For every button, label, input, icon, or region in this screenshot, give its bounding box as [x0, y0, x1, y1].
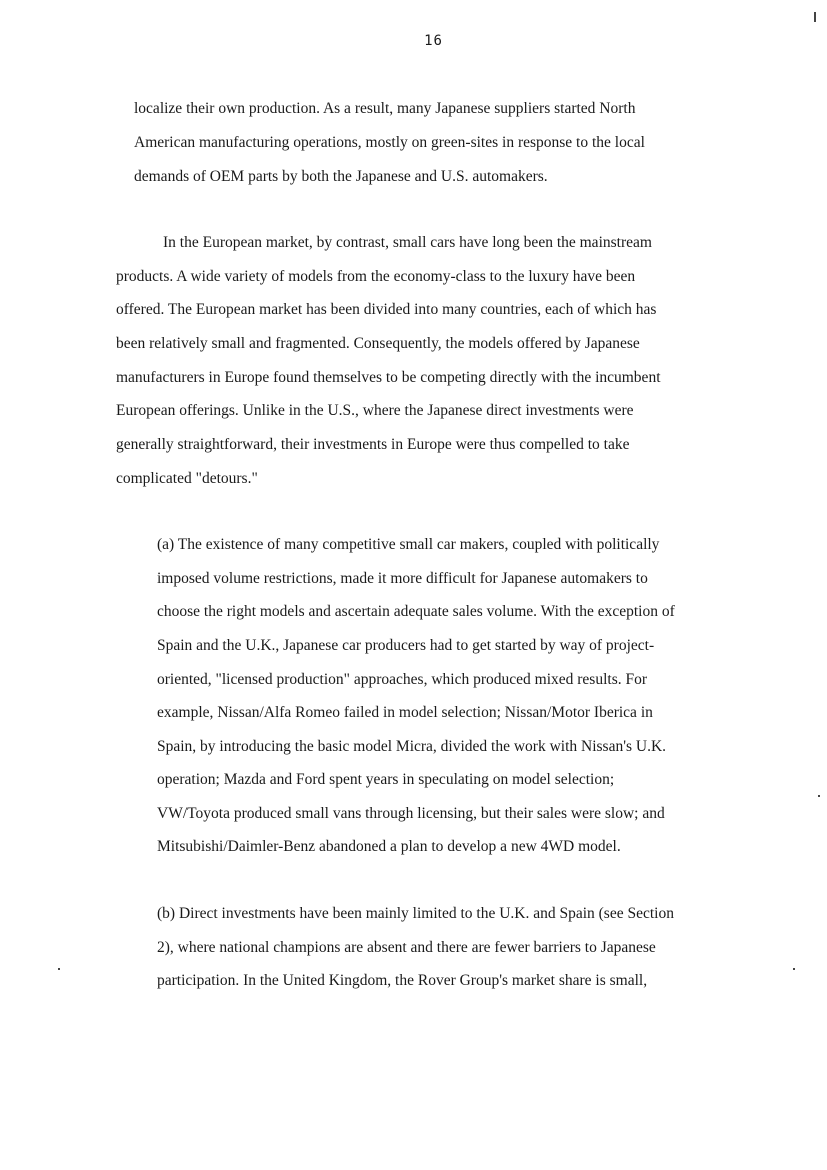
paragraph-line: manufacturers in Europe found themselves to be competing directly with the incumbent [116, 369, 661, 386]
paragraph-line: In the European market, by contrast, small cars have long been the mainstream [163, 234, 652, 251]
list-item-line: Spain and the U.K., Japanese car producers had to get started by way of project- [157, 637, 655, 654]
paragraph-line: been relatively small and fragmented. Consequently, the models offered by Japanese [116, 335, 640, 352]
list-item-line: operation; Mazda and Ford spent years in speculating on model selection; [157, 771, 615, 788]
list-item-line: (a) The existence of many competitive small car makers, coupled with politically [157, 536, 660, 553]
scan-speck [818, 795, 820, 797]
list-item-line: VW/Toyota produced small vans through licensing, but their sales were slow; and [157, 805, 665, 822]
list-item-line: participation. In the United Kingdom, the Rover Group's market share is small, [157, 972, 648, 989]
list-item-line: 2), where national champions are absent and there are fewer barriers to Japanese [157, 939, 656, 956]
list-item-line: Mitsubishi/Daimler-Benz abandoned a plan to develop a new 4WD model. [157, 838, 621, 855]
paragraph-line: American manufacturing operations, mostly on green-sites in response to the local [134, 134, 645, 151]
paragraph-line: generally straightforward, their investments in Europe were thus compelled to take [116, 436, 630, 453]
list-item-line: Spain, by introducing the basic model Micra, divided the work with Nissan's U.K. [157, 738, 667, 755]
scan-speck [793, 968, 795, 970]
list-item-line: example, Nissan/Alfa Romeo failed in model selection; Nissan/Motor Iberica in [157, 704, 653, 721]
paragraph-line: European offerings. Unlike in the U.S., where the Japanese direct investments were [116, 402, 634, 419]
list-item-line: oriented, "licensed production" approaches, which produced mixed results. For [157, 671, 648, 688]
paragraph-line: localize their own production. As a result, many Japanese suppliers started North [134, 100, 636, 117]
paragraph-line: complicated "detours." [116, 470, 258, 487]
paragraph-line: products. A wide variety of models from the economy-class to the luxury have been [116, 268, 636, 285]
paragraph-line: demands of OEM parts by both the Japanese and U.S. automakers. [134, 168, 548, 185]
paragraph-line: offered. The European market has been divided into many countries, each of which has [116, 301, 657, 318]
page-number: 16 [424, 33, 443, 49]
list-item-line: (b) Direct investments have been mainly limited to the U.K. and Spain (see Section [157, 905, 674, 922]
scan-speck [58, 968, 60, 970]
list-item-line: imposed volume restrictions, made it more difficult for Japanese automakers to [157, 570, 648, 587]
list-item-line: choose the right models and ascertain adequate sales volume. With the exception of [157, 603, 675, 620]
scan-speck [814, 12, 816, 22]
